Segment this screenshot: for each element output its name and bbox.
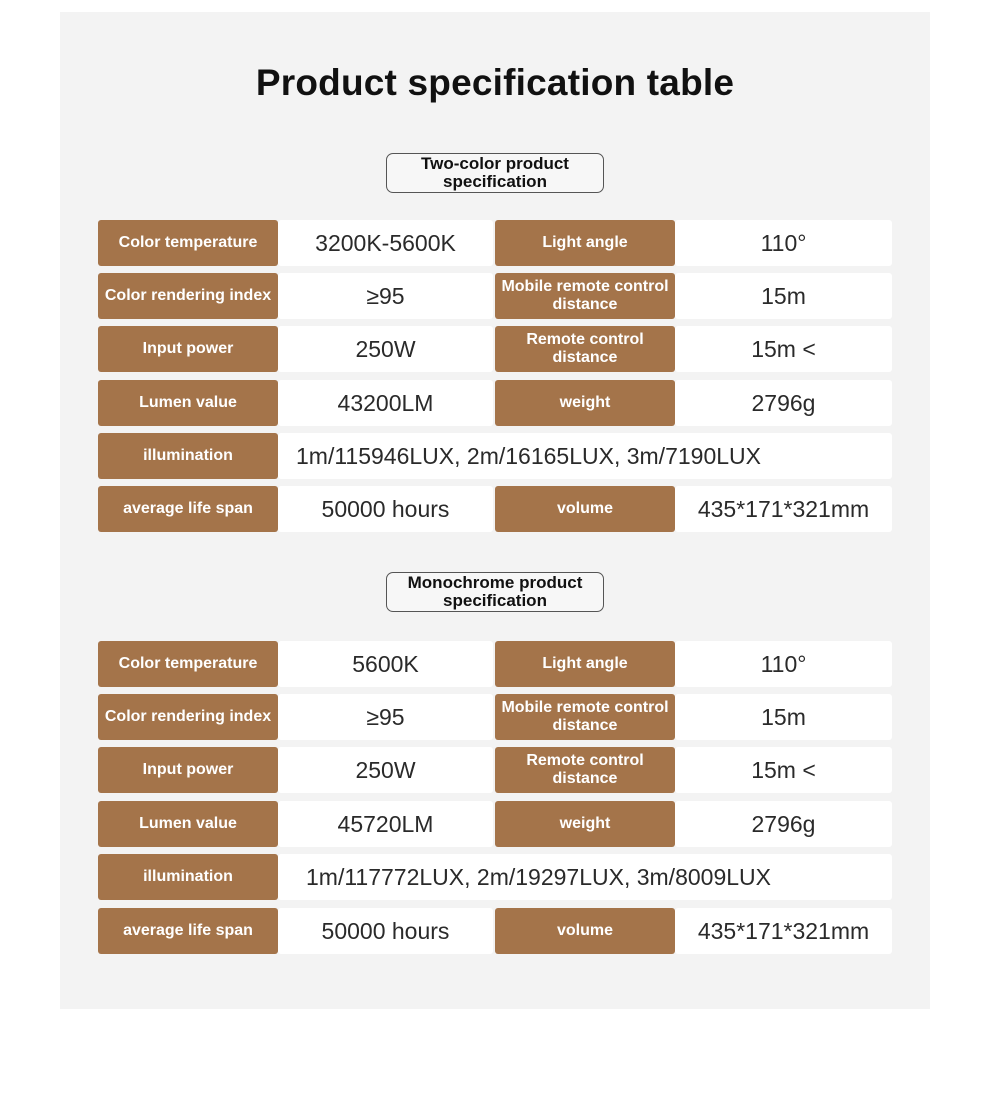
table-row — [98, 908, 892, 954]
spec-key: Light angle — [495, 641, 675, 687]
spec-key: volume — [495, 486, 675, 532]
spec-key: Mobile remote control distance — [495, 273, 675, 319]
spec-value: 15m — [675, 273, 892, 319]
spec-value: 15m — [675, 694, 892, 740]
table-row — [98, 694, 892, 740]
table-row — [98, 220, 892, 266]
table-row — [98, 380, 892, 426]
table-row — [98, 326, 892, 372]
spec-value: 250W — [278, 747, 493, 793]
spec-value: 5600K — [278, 641, 493, 687]
spec-value: 1m/115946LUX, 2m/16165LUX, 3m/7190LUX — [278, 433, 892, 479]
spec-value: 1m/117772LUX, 2m/19297LUX, 3m/8009LUX — [278, 854, 892, 900]
spec-value: 110° — [675, 641, 892, 687]
spec-key: Lumen value — [98, 801, 278, 847]
spec-value: 2796g — [675, 380, 892, 426]
spec-key: volume — [495, 908, 675, 954]
spec-key: Input power — [98, 747, 278, 793]
spec-key: average life span — [98, 908, 278, 954]
spec-key: Remote control distance — [495, 747, 675, 793]
table-row — [98, 641, 892, 687]
spec-key: Lumen value — [98, 380, 278, 426]
table-row — [98, 486, 892, 532]
table-row — [98, 433, 892, 479]
spec-key: illumination — [98, 854, 278, 900]
table-row — [98, 273, 892, 319]
spec-key: Color temperature — [98, 220, 278, 266]
page-title: Product specification table — [255, 62, 735, 103]
spec-value: 435*171*321mm — [675, 486, 892, 532]
spec-key: Color rendering index — [98, 273, 278, 319]
spec-key: Light angle — [495, 220, 675, 266]
spec-key: Remote control distance — [495, 326, 675, 372]
spec-value: ≥95 — [278, 694, 493, 740]
spec-value: 2796g — [675, 801, 892, 847]
table-row — [98, 801, 892, 847]
spec-value: 50000 hours — [278, 908, 493, 954]
spec-value: 50000 hours — [278, 486, 493, 532]
spec-key: Color temperature — [98, 641, 278, 687]
spec-value: ≥95 — [278, 273, 493, 319]
spec-key: weight — [495, 801, 675, 847]
section-label-two-color: Two-color product specification — [386, 153, 604, 193]
spec-key: illumination — [98, 433, 278, 479]
spec-value: 15m < — [675, 326, 892, 372]
section-label-monochrome: Monochrome product specification — [386, 572, 604, 612]
table-row — [98, 854, 892, 900]
spec-key: Input power — [98, 326, 278, 372]
spec-key: Mobile remote control distance — [495, 694, 675, 740]
spec-key: Color rendering index — [98, 694, 278, 740]
spec-key: weight — [495, 380, 675, 426]
spec-value: 15m < — [675, 747, 892, 793]
spec-value: 43200LM — [278, 380, 493, 426]
spec-value: 435*171*321mm — [675, 908, 892, 954]
spec-value: 45720LM — [278, 801, 493, 847]
table-row — [98, 747, 892, 793]
spec-key: average life span — [98, 486, 278, 532]
spec-value: 250W — [278, 326, 493, 372]
spec-value: 3200K-5600K — [278, 220, 493, 266]
spec-value: 110° — [675, 220, 892, 266]
